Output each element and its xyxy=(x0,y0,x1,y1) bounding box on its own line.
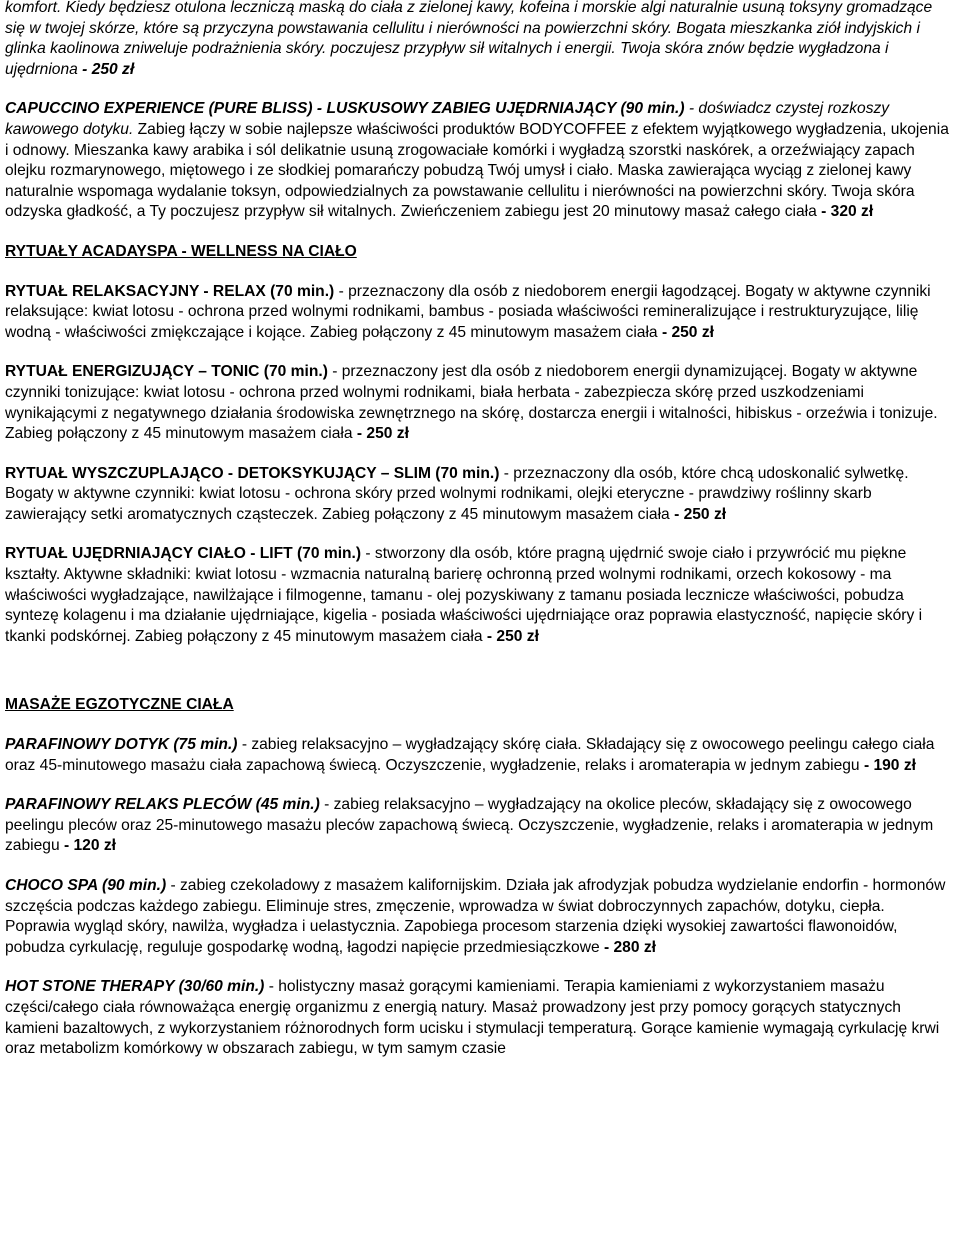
capuccino-price: - 320 zł xyxy=(816,203,874,221)
spacer xyxy=(5,223,952,242)
rytual-slim-lead: - przeznaczony dla osób, które chcą udoskonalić sylwetkę. xyxy=(499,464,909,482)
intro-paragraph xyxy=(5,0,952,80)
rytual-lift-title: RYTUAŁ UJĘDRNIAJĄCY CIAŁO - LIFT (70 min.) xyxy=(5,545,362,563)
rytual-tonic-body: Bogaty w aktywne czynniki tonizujące: kwiat lotosu - ochrona przed wolnymi rodnikami, biała herbata - zabezpiecza skórę przed uszkodzeniami wynikającymi z negatywnego działania środowiska zewnętrznego na skórę, dostarcza energii i witalności, hibiskus - orzeźwia i tonizuje. Zabieg połączony z 45 minutowym masażem ciała xyxy=(5,363,938,443)
rytual-relax-lead: - przeznaczony dla osób z niedoborem energii łagodzącej. xyxy=(334,282,741,300)
capuccino-lead: - doświadcz czystej rozkoszy kawowego dotyku. xyxy=(5,100,890,138)
choco-spa-price: - 280 zł xyxy=(599,938,656,956)
spacer xyxy=(5,776,952,795)
spacer xyxy=(5,857,952,876)
rytual-tonic-paragraph xyxy=(5,362,952,444)
choco-spa-title: CHOCO SPA (90 min.) xyxy=(5,877,167,894)
parafinowy-dotyk-paragraph xyxy=(5,735,952,776)
rytual-lift-price: - 250 zł xyxy=(482,627,539,645)
parafinowy-relaks-price: - 120 zł xyxy=(59,837,116,855)
rytual-relax-title: RYTUAŁ RELAKSACYJNY - RELAX (70 min.) xyxy=(5,282,335,300)
capuccino-body: Zabieg łączy w sobie najlepsze właściwości produktów BODYCOFFEE z efektem wyjątkowego wygładzenia, ukojenia i odnowy. Mieszanka kawy arabika i sól delikatnie usuną zrogowaciałe komórki i wygładzą szorstki naskórek, a orzeźwiający zapach olejku rozmarynowego, miętowego i ze słodkiej pomarańczy pobudzą Twój umysł i ciało. Maska zawierająca wyciąg z zielonej kawy naturalnie wspomaga wydalanie toksyn, odpowiedzialnych za powstawanie cellulitu i nierówności na powierzchni skóry. Twoja skóra odzyska gładkość, a Ty poczujesz przypływ sił witalnych. Zwieńczeniem zabiegu jest 20 minutowy masaż całego ciała xyxy=(5,120,949,221)
parafinowy-relaks-title: PARAFINOWY RELAKS PLECÓW (45 min.) xyxy=(5,796,320,814)
section-heading-masaze: MASAŻE EGZOTYCZNE CIAŁA xyxy=(5,696,234,714)
parafinowy-dotyk-title: PARAFINOWY DOTYK (75 min.) xyxy=(5,736,238,754)
spacer xyxy=(5,343,952,362)
rytual-slim-paragraph xyxy=(5,464,952,526)
spacer xyxy=(5,958,952,977)
section-heading-rytualy: RYTUAŁY ACADAYSPA - WELLNESS NA CIAŁO xyxy=(5,242,357,260)
rytual-tonic-lead: - przeznaczony jest dla osób z niedoborem energii dynamizującej. xyxy=(327,363,788,381)
capuccino-title: CAPUCCINO EXPERIENCE (PURE BLISS) - LUSKUSOWY ZABIEG UJĘDRNIAJĄCY (90 min.) xyxy=(5,100,685,118)
parafinowy-dotyk-price: - 190 zł xyxy=(859,756,916,774)
hot-stone-title: HOT STONE THERAPY (30/60 min.) xyxy=(5,978,265,996)
intro-price: - 250 zł xyxy=(77,60,135,78)
intro-text: komfort. Kiedy będziesz otulona leczniczą maską do ciała z zielonej kawy, kofeina i morskie algi naturalnie usuną toksyny gromadzące się w twojej skórze, które są przyczyna powstawania cellulitu i nierówności na powierzchni skóry. Bogata mieszkanka ziół indyjskich i glinka kaolinowa zniweluje podrażnienia skóry. poczujesz przypływ sił witalnych i energii. Twoja skóra znów będzie wygładzona i ujędrniona xyxy=(5,0,933,78)
choco-spa-paragraph xyxy=(5,876,952,958)
parafinowy-relaks-body: - zabieg relaksacyjno – wygładzający na okolice pleców, składający się z owocowego peelingu pleców oraz 25-minutowego masażu pleców zapachową świecą. Oczyszczenie, wygładzenie, relaks i aromaterapia w jednym zabiegu xyxy=(5,796,934,855)
rytual-relax-paragraph xyxy=(5,282,952,344)
rytual-lift-paragraph xyxy=(5,544,952,647)
spacer xyxy=(5,80,952,99)
rytual-lift-lead: - stworzony dla osób, które pragną ujędrnić swoje ciało i przywrócić mu piękne kształty. xyxy=(5,545,907,584)
rytual-relax-price: - 250 zł xyxy=(657,323,714,341)
spacer xyxy=(5,716,952,735)
spacer xyxy=(5,647,952,695)
spacer xyxy=(5,525,952,544)
hot-stone-body: - holistyczny masaż gorącymi kamieniami. Terapia kamieniami z wykorzystaniem masażu części/całego ciała równoważąca energię organizmu z energią natury. Masaż prowadzony jest przy pomocy gorących statycznych kamieni bazaltowych, z wykorzystaniem różnorodnych form ucisku i stymulacji temperaturą. Gorące kamienie wymagają cyrkulację krwi oraz metabolizm komórkowy w obszarach zabiegu, w tym samym czasie xyxy=(5,978,940,1058)
spacer xyxy=(5,445,952,464)
capuccino-paragraph xyxy=(5,99,952,223)
spacer xyxy=(5,263,952,282)
rytual-relax-body: Bogaty w aktywne czynniki relaksujące: kwiat lotosu - ochrona przed wolnymi rodnikami, bambus - posiada właściwości remineralizujące i restrukturyzujące, lilię wodną - właściwości zmiękczające i kojące. Zabieg połączony z 45 minutowym masażem ciała xyxy=(5,282,931,341)
rytual-lift-body: Aktywne składniki: kwiat lotosu - wzmacnia naturalną barierę ochronną przed wolnymi rodnikami, orzech kokosowy - ma właściwości wygładzające, nawilżające i filmogenne, tamanu - olej pozyskiwany z tamanu posiada lecznicze właściwości, pobudza syntezę kolagenu i ma działanie ujędrniające, kigelia - posiada właściwości ujędrniające oraz poprawia elastyczność, napięcie skóry i tkanki podskórnej. Zabieg połączony z 45 minutowym masażem ciała xyxy=(5,566,923,645)
hot-stone-paragraph xyxy=(5,977,952,1059)
choco-spa-body: - zabieg czekoladowy z masażem kalifornijskim. Działa jak afrodyzjak pobudza wydzielanie endorfin - hormonów szczęścia podczas każdego zabiegu. Eliminuje stres, zmęczenie, wprowadza w świat dobroczynnych zapachów, dotyku, ciepła. Poprawia wygląd skóry, nawilża, wygładza i uelastycznia. Zapobiega procesom starzenia dzięki wysokiej zawartości flawonoidów, pobudza cyrkulację, reguluje gospodarkę wodną, łagodzi napięcie przedmiesiączkowe xyxy=(5,877,946,956)
rytual-tonic-title: RYTUAŁ ENERGIZUJĄCY – TONIC (70 min.) xyxy=(5,363,328,381)
rytual-slim-body: Bogaty w aktywne czynniki: kwiat lotosu - ochrona skóry przed wolnymi rodnikami, olejki eteryczne - prawdziwy roślinny skarb zawierający setki aromatycznych cząsteczek. Zabieg połączony z 45 minutowym masażem ciała xyxy=(5,485,872,523)
rytual-slim-title: RYTUAŁ WYSZCZUPLAJĄCO - DETOKSYKUJĄCY – SLIM (70 min.) xyxy=(5,464,500,482)
parafinowy-relaks-paragraph xyxy=(5,795,952,857)
parafinowy-dotyk-body: - zabieg relaksacyjno – wygładzający skórę ciała. Składający się z owocowego peelingu całego ciała oraz 45-minutowego masażu ciała zapachową świecą. Oczyszczenie, wygładzenie, relaks i aromaterapia w jednym zabiegu xyxy=(5,736,935,774)
rytual-slim-price: - 250 zł xyxy=(669,505,727,523)
rytual-tonic-price: - 250 zł xyxy=(352,425,409,443)
